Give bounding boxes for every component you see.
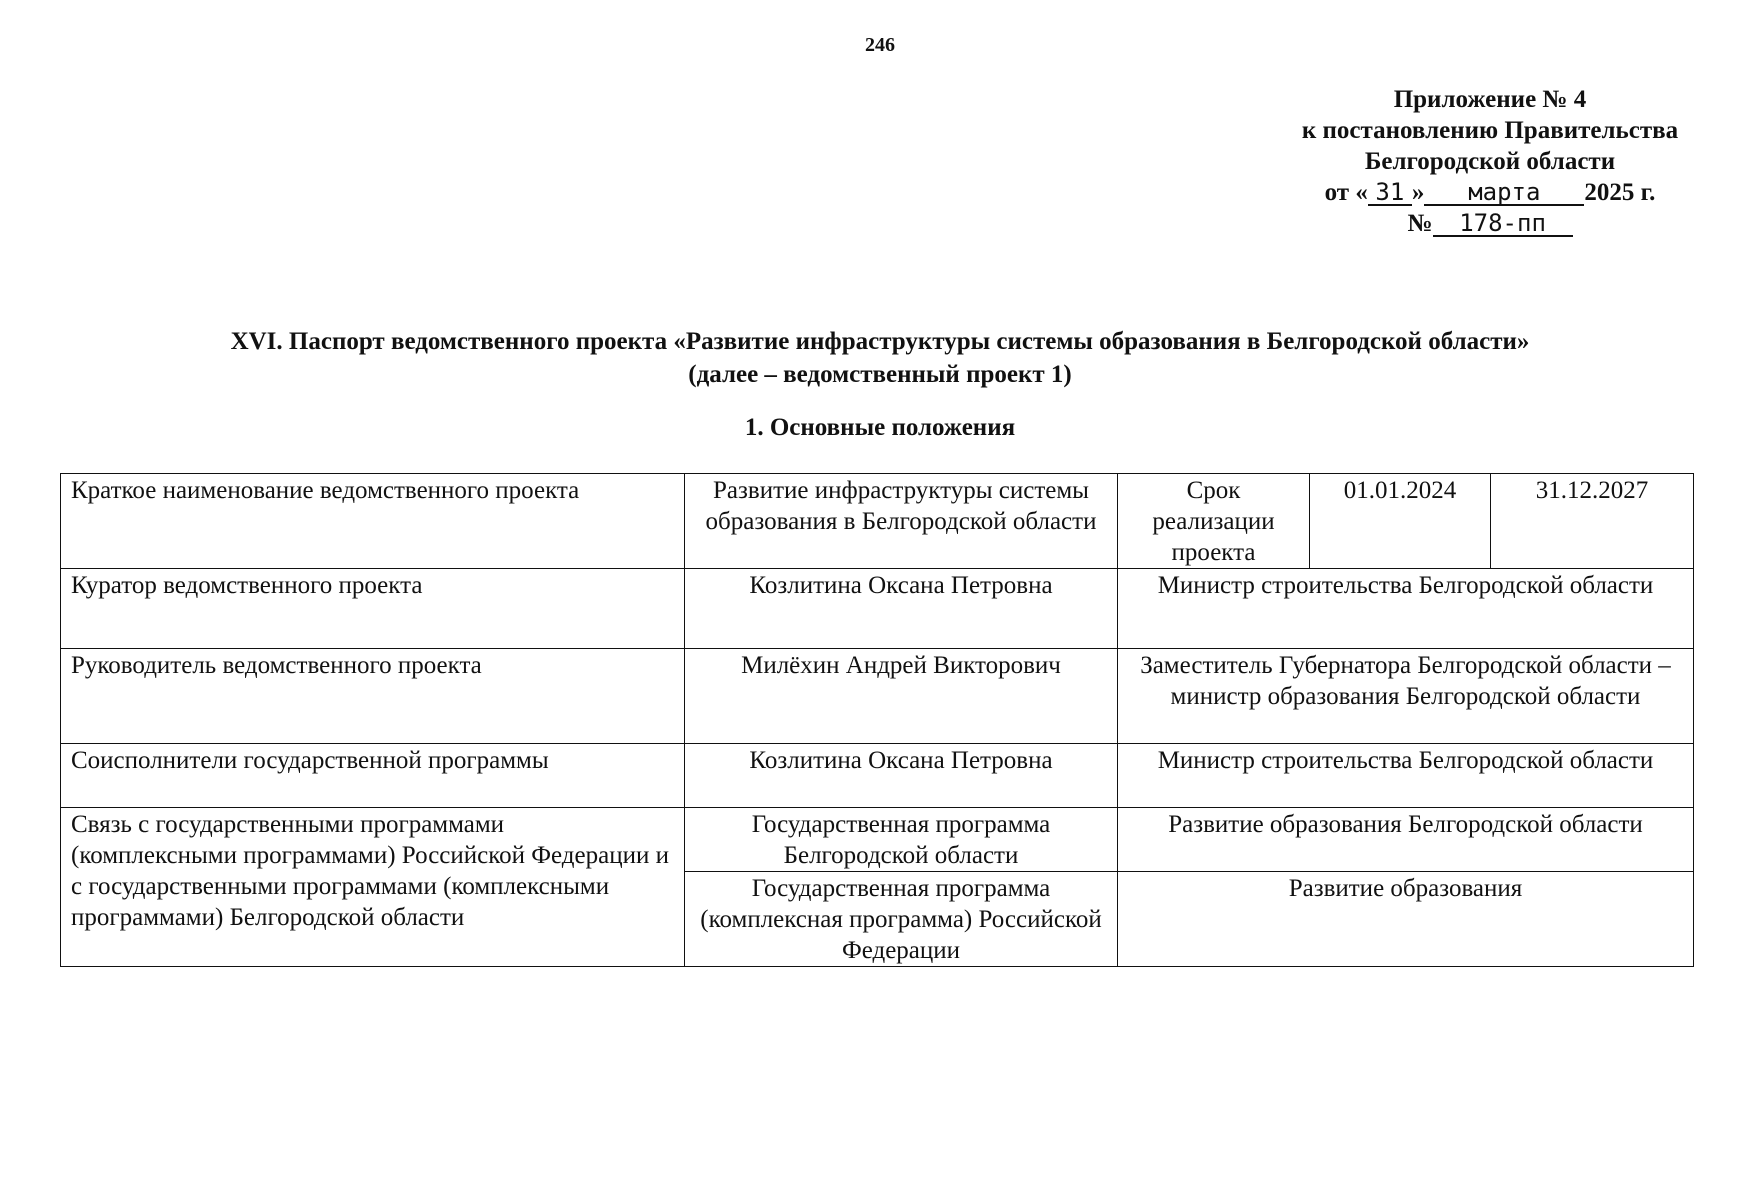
subsection-title: 1. Основные положения bbox=[744, 414, 1016, 441]
project-passport-table bbox=[60, 473, 1694, 967]
end-date: 31.12.2027 bbox=[1491, 474, 1694, 569]
appendix-region-line: Белгородской области bbox=[1364, 148, 1616, 175]
table-row bbox=[61, 744, 1694, 808]
date-mid: » bbox=[1411, 179, 1425, 206]
co-executor-person: Козлитина Оксана Петровна bbox=[685, 744, 1118, 808]
regional-program-name: Развитие образования Белгородской области bbox=[1118, 808, 1694, 872]
section-title-line2: (далее – ведомственный проект 1) bbox=[688, 361, 1072, 388]
table-row bbox=[61, 808, 1694, 872]
co-executors-label: Соисполнители государственной программы bbox=[61, 744, 685, 808]
resolution-number: 178-пп bbox=[1433, 211, 1573, 237]
date-prefix: от « bbox=[1324, 179, 1368, 206]
regional-program-type: Государственная программа Белгородской области bbox=[685, 808, 1118, 872]
short-name-label: Краткое наименование ведомственного проекта bbox=[61, 474, 685, 569]
curator-label: Куратор ведомственного проекта bbox=[61, 569, 685, 649]
curator-position: Министр строительства Белгородской области bbox=[1118, 569, 1694, 649]
appendix-header bbox=[1270, 84, 1710, 239]
appendix-number-line bbox=[1270, 208, 1710, 239]
period-label: Срок реализации проекта bbox=[1118, 474, 1310, 569]
table-row bbox=[61, 474, 1694, 569]
head-person: Милёхин Андрей Викторович bbox=[685, 649, 1118, 744]
appendix-resolution-line: к постановлению Правительства bbox=[1301, 117, 1679, 144]
federal-program-type: Государственная программа (комплексная программа) Российской Федерации bbox=[685, 872, 1118, 967]
date-day: 31 bbox=[1368, 180, 1412, 206]
curator-person: Козлитина Оксана Петровна bbox=[685, 569, 1118, 649]
section-title bbox=[0, 325, 1760, 391]
table-row bbox=[61, 649, 1694, 744]
short-name-value: Развитие инфраструктуры системы образования в Белгородской области bbox=[685, 474, 1118, 569]
co-executor-position: Министр строительства Белгородской области bbox=[1118, 744, 1694, 808]
start-date: 01.01.2024 bbox=[1310, 474, 1491, 569]
page-number: 246 bbox=[865, 34, 895, 56]
appendix-title: Приложение № 4 bbox=[1393, 86, 1587, 113]
head-position: Заместитель Губернатора Белгородской области – министр образования Белгородской области bbox=[1118, 649, 1694, 744]
head-label: Руководитель ведомственного проекта bbox=[61, 649, 685, 744]
section-title-line1: XVI. Паспорт ведомственного проекта «Развитие инфраструктуры системы образования в Белгородской области» bbox=[230, 328, 1530, 355]
date-month: марта bbox=[1424, 180, 1584, 206]
federal-program-name: Развитие образования bbox=[1118, 872, 1694, 967]
appendix-date-line bbox=[1270, 177, 1710, 208]
date-year: 2025 г. bbox=[1584, 179, 1656, 206]
number-prefix: № bbox=[1407, 210, 1433, 237]
programs-link-label: Связь с государственными программами (комплексными программами) Российской Федерации и с государственными программами (комплексными программами) Белгородской области bbox=[61, 808, 685, 967]
table-row bbox=[61, 569, 1694, 649]
